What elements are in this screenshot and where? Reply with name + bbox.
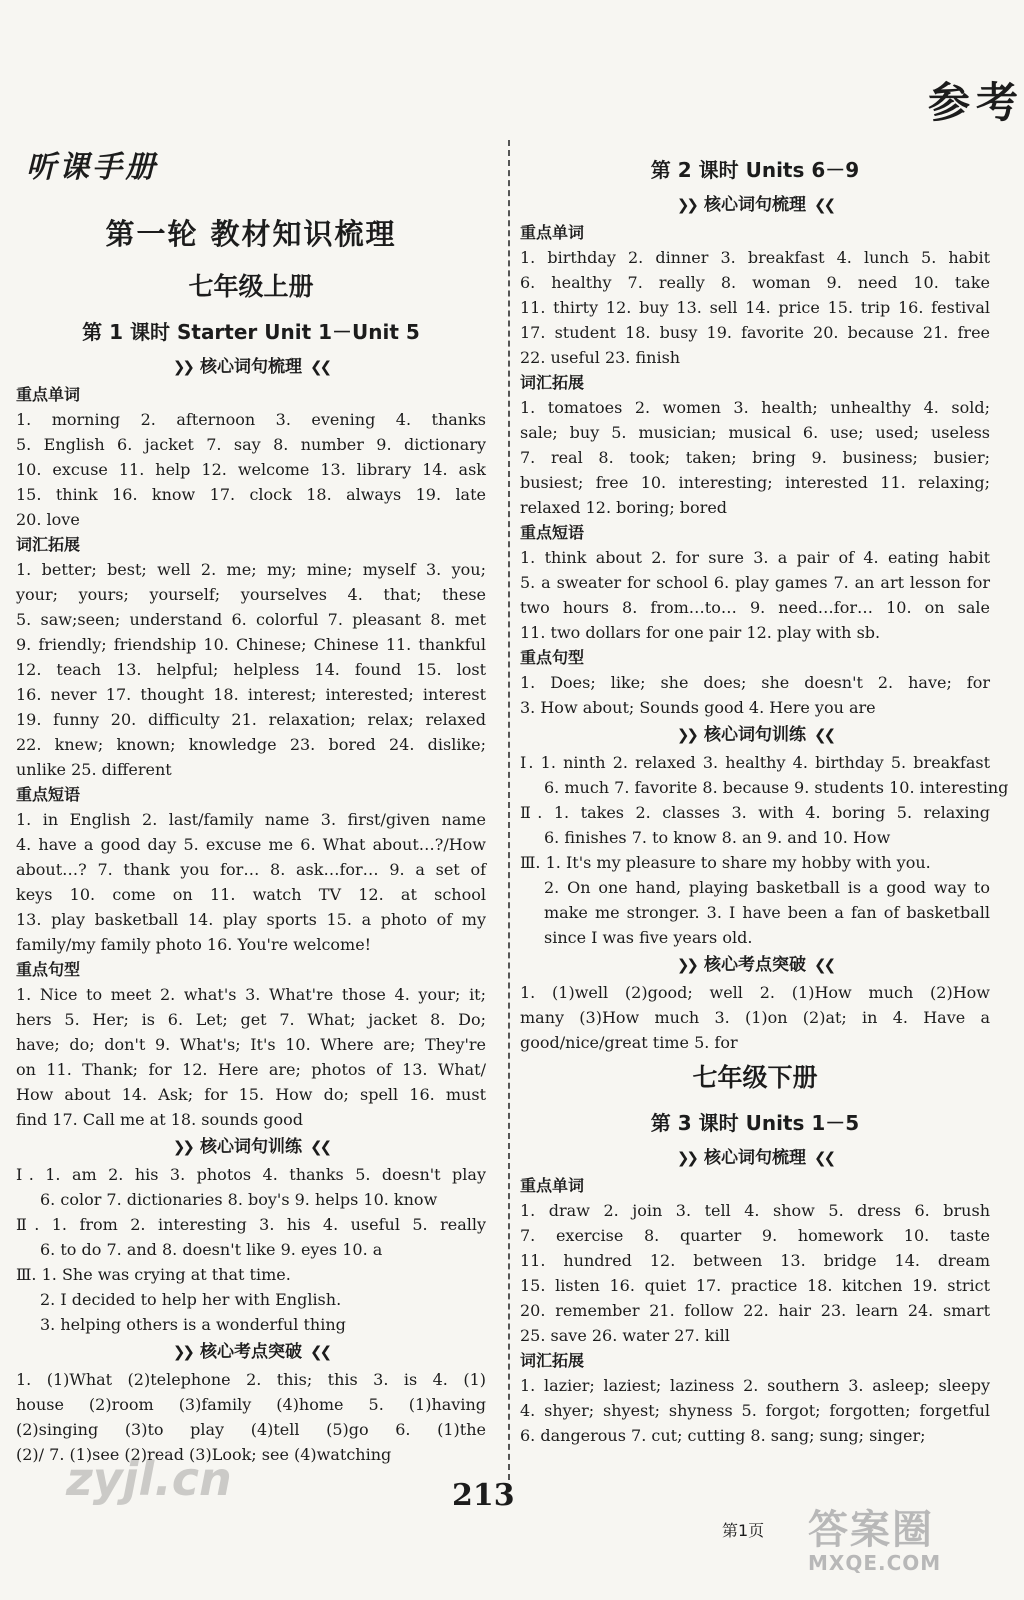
banner-breakthrough: ❯❯ 核心考点突破 ❮❮	[172, 1342, 330, 1362]
answer-line: many (3)How much 3. (1)on (2)at; in 4. Have a	[520, 1008, 990, 1027]
answer-line: family/my family photo 16. You're welcome!	[16, 935, 372, 954]
right-column	[520, 148, 1009, 1448]
key-sentences-label: 重点句型	[16, 960, 81, 979]
answer-line: 17. student 18. busy 19. favorite 20. because 21. free	[520, 323, 990, 342]
key-words-label: 重点单词	[16, 385, 81, 404]
answer-line: 19. funny 20. difficulty 21. relaxation; relax; relaxed	[16, 710, 486, 729]
answer-line: Ⅱ. 1. from 2. interesting 3. his 4. useful 5. really	[16, 1215, 486, 1234]
answer-line: 22. useful 23. finish	[520, 348, 681, 367]
answer-line: make me stronger. 3. I have been a fan of basketball	[544, 903, 990, 922]
key-phrases-label: 重点短语	[16, 785, 81, 804]
answer-line: two hours 8. from…to… 9. need…for… 10. on sale	[520, 598, 990, 617]
answer-line: house (2)room (3)family (4)home 5. (1)having	[16, 1395, 486, 1414]
section-header: 听课手册	[26, 150, 158, 185]
answer-line: since I was five years old.	[544, 928, 753, 947]
answer-line: Ⅲ. 1. It's my pleasure to share my hobby with you.	[520, 853, 931, 872]
answer-line: 16. never 17. thought 18. interest; interested; interest	[16, 685, 486, 704]
key-sentences-label: 重点句型	[520, 648, 585, 667]
answer-line: 15. listen 16. quiet 17. practice 18. kitchen 19. strict	[520, 1276, 990, 1295]
site-stamp-logo: 答案圈 MXQE.COM	[808, 1507, 942, 1575]
answer-line: find 17. Call me at 18. sounds good	[16, 1110, 303, 1129]
answer-line: (2)/ 7. (1)see (2)read (3)Look; see (4)watching	[16, 1445, 392, 1464]
double-chevron-right-icon: ❯❯	[172, 1343, 192, 1361]
answer-line: 6. dangerous 7. cut; cutting 8. sang; sung; singer;	[520, 1426, 926, 1445]
watermark: zyjl.cn	[66, 1452, 232, 1506]
answer-line: Ⅱ. 1. takes 2. classes 3. with 4. boring 5. relaxing	[520, 803, 990, 822]
lesson-2-key-words	[520, 245, 990, 370]
double-chevron-right-icon: ❯❯	[676, 956, 696, 974]
grade-title-upper: 七年级上册	[188, 272, 314, 301]
left-column	[16, 212, 486, 1467]
answer-line: 1. tomatoes 2. women 3. health; unhealthy 4. sold;	[520, 398, 990, 417]
answer-line: 11. hundred 12. between 13. bridge 14. dream	[520, 1251, 990, 1270]
answer-line: 4. shyer; shyest; shyness 5. forgot; forgotten; forgetful	[520, 1401, 990, 1420]
lesson-2-vocab-ext	[520, 395, 990, 520]
banner-training: ❯❯ 核心词句训练 ❮❮	[172, 1137, 330, 1157]
answer-line: 22. knew; known; knowledge 23. bored 24. dislike;	[16, 735, 486, 754]
answer-line: 6. healthy 7. really 8. woman 9. need 10. take	[520, 273, 990, 292]
answer-line: 4. have a good day 5. excuse me 6. What about…?/How	[16, 835, 486, 854]
answer-line: 1. better; best; well 2. me; my; mine; myself 3. you;	[16, 560, 486, 579]
banner-training: ❯❯ 核心词句训练 ❮❮	[676, 725, 834, 745]
double-chevron-left-icon: ❮❮	[814, 726, 834, 744]
answer-line: have; do; don't 9. What's; It's 10. Where are; They're	[16, 1035, 486, 1054]
answer-line: Ⅲ. 1. She was crying at that time.	[16, 1265, 291, 1284]
answer-line: hers 5. Her; is 6. Let; get 7. What; jacket 8. Do;	[16, 1010, 486, 1029]
answer-line: (2)singing (3)to play (4)tell (5)go 6. (1)the	[16, 1420, 486, 1439]
banner-breakthrough: ❯❯ 核心考点突破 ❮❮	[676, 955, 834, 975]
answer-line: 2. On one hand, playing basketball is a good way to	[544, 878, 990, 897]
answer-line: about…? 7. thank you for… 8. ask…for… 9. a set of	[16, 860, 486, 879]
answer-line: 1. Nice to meet 2. what's 3. What're those 4. your; it;	[16, 985, 486, 1004]
double-chevron-left-icon: ❮❮	[814, 956, 834, 974]
answer-line: 5. saw;seen; understand 6. colorful 7. pleasant 8. met	[16, 610, 486, 629]
answer-line: Ⅰ. 1. ninth 2. relaxed 3. healthy 4. birthday 5. breakfast	[520, 753, 990, 772]
banner-review: ❯❯ 核心词句梳理 ❮❮	[676, 195, 834, 215]
lesson-1-title: 第 1 课时 Starter Unit 1－Unit 5	[82, 320, 420, 344]
answer-line: 1. lazier; laziest; laziness 2. southern 3. asleep; sleepy	[520, 1376, 990, 1395]
lesson-1-training	[16, 1162, 486, 1337]
answer-line: 9. friendly; friendship 10. Chinese; Chinese 11. thankful	[16, 635, 486, 654]
answer-line: 6. color 7. dictionaries 8. boy's 9. helps 10. know	[40, 1190, 438, 1209]
lesson-2-title: 第 2 课时 Units 6－9	[650, 158, 860, 182]
page-label: 第1页	[722, 1521, 765, 1540]
answer-line: 1. in English 2. last/family name 3. first/given name	[16, 810, 486, 829]
double-chevron-left-icon: ❮❮	[814, 1149, 834, 1167]
lesson-1-key-phrases	[16, 807, 486, 957]
lesson-3-vocab-ext	[520, 1373, 990, 1448]
answer-line: 3. How about; Sounds good 4. Here you are	[520, 698, 876, 717]
column-divider	[508, 140, 510, 1490]
answer-line: 15. think 16. know 17. clock 18. always 19. late	[16, 485, 486, 504]
page-number: 213	[452, 1478, 515, 1513]
answer-line: 13. play basketball 14. play sports 15. a photo of my	[16, 910, 486, 929]
key-words-label: 重点单词	[520, 1176, 585, 1195]
lesson-1-key-words	[16, 407, 486, 532]
key-phrases-label: 重点短语	[520, 523, 585, 542]
key-words-label: 重点单词	[520, 223, 585, 242]
double-chevron-left-icon: ❮❮	[310, 1138, 330, 1156]
answer-line: 20. love	[16, 510, 80, 529]
answer-line: busiest; free 10. interesting; interested 11. relaxing;	[520, 473, 990, 492]
lesson-2-training	[520, 750, 1009, 950]
answer-line: 6. finishes 7. to know 8. an 9. and 10. How	[544, 828, 891, 847]
answer-line: on 11. Thank; for 12. Here are; photos of 13. What/	[16, 1060, 486, 1079]
answer-line: 5. English 6. jacket 7. say 8. number 9. dictionary	[16, 435, 486, 454]
answer-line: 1. birthday 2. dinner 3. breakfast 4. lunch 5. habit	[520, 248, 990, 267]
answer-line: 2. I decided to help her with English.	[40, 1290, 342, 1309]
answer-line: relaxed 12. boring; bored	[520, 498, 728, 517]
lesson-1-key-sentences	[16, 982, 486, 1132]
answer-line: keys 10. come on 11. watch TV 12. at school	[16, 885, 486, 904]
answer-line: 3. helping others is a wonderful thing	[40, 1315, 346, 1334]
double-chevron-right-icon: ❯❯	[676, 196, 696, 214]
answer-line: 12. teach 13. helpful; helpless 14. found 15. lost	[16, 660, 486, 679]
double-chevron-left-icon: ❮❮	[310, 1343, 330, 1361]
double-chevron-left-icon: ❮❮	[814, 196, 834, 214]
answer-line: 1. (1)What (2)telephone 2. this; this 3. is 4. (1)	[16, 1370, 486, 1389]
vocab-ext-label: 词汇拓展	[16, 535, 81, 554]
answer-line: 7. real 8. took; taken; bring 9. business; busier;	[520, 448, 990, 467]
answer-line: 7. exercise 8. quarter 9. homework 10. taste	[520, 1226, 990, 1245]
lesson-2-key-sentences	[520, 670, 990, 720]
vocab-ext-label: 词汇拓展	[520, 373, 585, 392]
answer-line: 6. to do 7. and 8. doesn't like 9. eyes 10. a	[40, 1240, 383, 1259]
banner-review: ❯❯ 核心词句梳理 ❮❮	[676, 1148, 834, 1168]
answer-line: 1. draw 2. join 3. tell 4. show 5. dress 6. brush	[520, 1201, 990, 1220]
double-chevron-right-icon: ❯❯	[172, 358, 192, 376]
lesson-2-breakthrough	[520, 980, 990, 1055]
lesson-1-vocab-ext	[16, 557, 486, 782]
vocab-ext-label: 词汇拓展	[520, 1351, 585, 1370]
answer-line: 1. Does; like; she does; she doesn't 2. have; for	[520, 673, 990, 692]
corner-title: 参考	[928, 78, 1024, 127]
answer-line: 1. (1)well (2)good; well 2. (1)How much (2)How	[520, 983, 990, 1002]
double-chevron-right-icon: ❯❯	[676, 1149, 696, 1167]
banner-review: ❯❯ 核心词句梳理 ❮❮	[172, 357, 330, 377]
answer-line: 11. two dollars for one pair 12. play with sb.	[520, 623, 881, 642]
answer-line: your; yours; yourself; yourselves 4. that; these	[16, 585, 486, 604]
double-chevron-left-icon: ❮❮	[310, 358, 330, 376]
answer-line: 10. excuse 11. help 12. welcome 13. library 14. ask	[16, 460, 486, 479]
round-title: 第一轮 教材知识梳理	[105, 217, 397, 251]
answer-line: 6. much 7. favorite 8. because 9. students 10. interesting	[544, 778, 1009, 797]
answer-line: 20. remember 21. follow 22. hair 23. learn 24. smart	[520, 1301, 990, 1320]
lesson-2-key-phrases	[520, 545, 990, 645]
answer-line: sale; buy 5. musician; musical 6. use; used; useless	[520, 423, 990, 442]
double-chevron-right-icon: ❯❯	[676, 726, 696, 744]
double-chevron-right-icon: ❯❯	[172, 1138, 192, 1156]
answer-line: 11. thirty 12. buy 13. sell 14. price 15. trip 16. festival	[520, 298, 990, 317]
answer-line: 25. save 26. water 27. kill	[520, 1326, 730, 1345]
grade-title-lower: 七年级下册	[692, 1063, 818, 1092]
lesson-3-title: 第 3 课时 Units 1－5	[650, 1111, 860, 1135]
answer-line: 1. morning 2. afternoon 3. evening 4. thanks	[16, 410, 486, 429]
answer-line: Ⅰ. 1. am 2. his 3. photos 4. thanks 5. doesn't play	[16, 1165, 486, 1184]
answer-line: 1. think about 2. for sure 3. a pair of 4. eating habit	[520, 548, 990, 567]
answer-line: How about 14. Ask; for 15. How do; spell 16. must	[16, 1085, 486, 1104]
answer-line: unlike 25. different	[16, 760, 172, 779]
answer-line: good/nice/great time 5. for	[520, 1033, 738, 1052]
lesson-3-key-words	[520, 1198, 990, 1348]
answer-line: 5. a sweater for school 6. play games 7. an art lesson for	[520, 573, 990, 592]
